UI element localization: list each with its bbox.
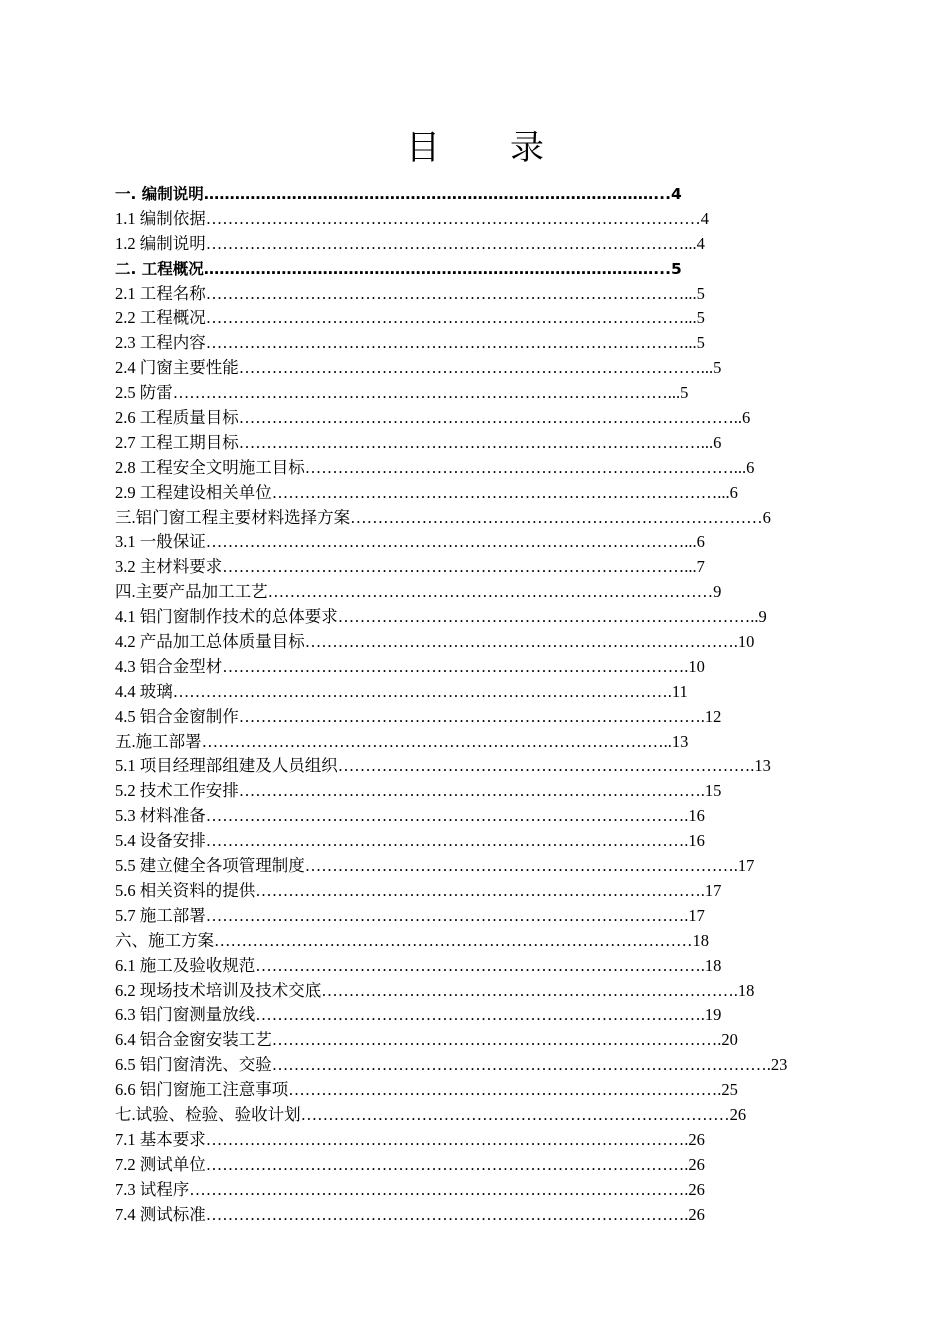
toc-page-number: ..9 xyxy=(750,607,767,627)
toc-dot-leader: …………………………………………………………………………… xyxy=(205,308,685,328)
toc-page-number: .16 xyxy=(684,806,705,826)
toc-page-number: ..13 xyxy=(663,731,689,751)
toc-entry[interactable] xyxy=(115,1078,835,1103)
toc-page-number: .26 xyxy=(684,1179,705,1199)
toc-dot-leader: ……………………………………………………………………… xyxy=(255,955,701,975)
toc-page-number: ...7 xyxy=(684,557,705,577)
toc-dot-leader: ……………………………………………………………………… xyxy=(267,582,714,602)
toc-page-number: .12 xyxy=(700,706,722,726)
toc-page-number: .17 xyxy=(733,856,755,876)
toc-dot-leader: …………………………………………………………………………… xyxy=(205,333,685,353)
toc-page-number: ...6 xyxy=(717,482,738,502)
toc-entry-title: 一. 编制说明 xyxy=(115,185,204,203)
toc-entry[interactable] xyxy=(115,1003,835,1028)
toc-entry-title: 7.1 基本要求 xyxy=(115,1129,206,1149)
toc-dot-leader: ………………………………………………………………………… xyxy=(238,781,701,801)
toc-entry-title: 2.2 工程概况 xyxy=(115,308,206,328)
toc-title-char-2: 录 xyxy=(510,128,544,168)
toc-entry-title: 7.3 试程序 xyxy=(115,1179,190,1199)
toc-dot-leader: …………………………………………………………………… xyxy=(288,1080,718,1100)
toc-entry-title: 4.4 玻璃 xyxy=(115,681,173,701)
toc-entry-title: 5.2 技术工作安排 xyxy=(115,781,239,801)
toc-page-number: ……4 xyxy=(667,208,709,228)
toc-page-number: ….23 xyxy=(750,1055,788,1075)
toc-entry-title: 四.主要产品加工工艺 xyxy=(115,582,268,602)
toc-dot-leader: …………………………………………………………………… xyxy=(304,457,734,477)
toc-page-number: 9 xyxy=(713,582,722,602)
toc-page-number: .26 xyxy=(684,1204,705,1224)
toc-entry[interactable] xyxy=(115,331,835,356)
toc-entry[interactable] xyxy=(115,530,835,555)
toc-entry[interactable] xyxy=(115,257,835,282)
toc-entry-title: 5.5 建立健全各项管理制度 xyxy=(115,856,305,876)
toc-entry-title: 4.5 铝合金窗制作 xyxy=(115,706,239,726)
toc-entry-title: 5.4 设备安排 xyxy=(115,831,206,851)
toc-title-char-1: 目 xyxy=(406,128,440,168)
toc-page-number: 26 xyxy=(729,1104,747,1124)
toc-entry[interactable] xyxy=(115,1203,835,1228)
toc-entry[interactable] xyxy=(115,804,835,829)
toc-dot-leader: ………………………………………………………………… xyxy=(350,507,763,527)
toc-entry-title: 6.2 现场技术培训及技术交底 xyxy=(115,980,322,1000)
toc-page-number: .10 xyxy=(733,632,755,652)
toc-title xyxy=(0,122,950,174)
toc-entry-title: 6.4 铝合金窗安装工艺 xyxy=(115,1030,272,1050)
toc-entry-title: 2.8 工程安全文明施工目标 xyxy=(115,457,305,477)
toc-dot-leader: …………………………………………………………………………… xyxy=(205,1154,685,1174)
toc-entry-title: 三.铝门窗工程主要材料选择方案 xyxy=(115,507,351,527)
toc-dot-leader: ………………………………………………………………………… xyxy=(222,557,685,577)
toc-page-number: .20 xyxy=(717,1030,738,1050)
toc-entry-title: 6.1 施工及验收规范 xyxy=(115,955,256,975)
toc-entry[interactable] xyxy=(115,879,835,904)
toc-entry-title: 6.5 铝门窗清洗、交验 xyxy=(115,1055,272,1075)
toc-entry-title: 7.2 测试单位 xyxy=(115,1154,206,1174)
toc-entry[interactable] xyxy=(115,580,835,605)
toc-entry[interactable] xyxy=(115,655,835,680)
toc-dot-leader: ………………………………………………………………………… xyxy=(238,706,701,726)
toc-entry-title: 7.4 测试标准 xyxy=(115,1204,206,1224)
toc-dot-leader: ……………………………………………………………………… xyxy=(255,880,701,900)
toc-entry[interactable] xyxy=(115,456,835,481)
toc-page-number: .25 xyxy=(717,1080,738,1100)
toc-page-number: .17 xyxy=(684,905,705,925)
toc-dot-leader: …………………………………………………………………………… xyxy=(203,259,654,278)
toc-page-number: .17 xyxy=(700,880,722,900)
toc-entry-title: 二. 工程概况 xyxy=(115,259,204,278)
toc-entry[interactable] xyxy=(115,1153,835,1178)
toc-dot-leader: …………………………………………………………………………… xyxy=(205,283,685,303)
toc-entry-title: 2.4 门窗主要性能 xyxy=(115,358,239,378)
toc-dot-leader: …………………………………………………………………… xyxy=(300,1104,730,1124)
toc-entry[interactable] xyxy=(115,1103,835,1128)
toc-dot-leader: ……………………………………………………………………………… xyxy=(172,681,668,701)
toc-entry[interactable] xyxy=(115,182,835,207)
toc-page-number: .26 xyxy=(684,1154,705,1174)
toc-page-number: .13 xyxy=(750,756,771,776)
toc-dot-leader: …………………………………………………………………………… xyxy=(205,1204,685,1224)
toc-page-number: ...5 xyxy=(684,308,705,328)
toc-entry[interactable] xyxy=(115,1178,835,1203)
toc-entry-title: 2.7 工程工期目标 xyxy=(115,432,239,452)
toc-entry[interactable] xyxy=(115,381,835,406)
toc-dot-leader: ………………………………………………………………………… xyxy=(238,358,701,378)
toc-dot-leader: ……………………………………………………………………… xyxy=(271,482,718,502)
toc-page-number: .26 xyxy=(684,1129,705,1149)
toc-page-number: .11 xyxy=(667,681,688,701)
toc-entry[interactable] xyxy=(115,506,835,531)
toc-entry-title: 五.施工部署 xyxy=(115,731,202,751)
toc-page-number: ...6 xyxy=(700,432,722,452)
toc-entry[interactable] xyxy=(115,306,835,331)
toc-dot-leader: …………………………………………………………………………… xyxy=(205,532,685,552)
toc-entry-title: 4.2 产品加工总体质量目标 xyxy=(115,632,305,652)
toc-dot-leader: ………………………………………………………………………… xyxy=(205,208,668,228)
toc-page-number: .16 xyxy=(684,831,705,851)
toc-entry-title: 2.3 工程内容 xyxy=(115,333,206,353)
toc-entry-title: 6.3 铝门窗测量放线 xyxy=(115,1005,256,1025)
toc-page-number: ……………..6 xyxy=(651,408,751,428)
toc-entry[interactable] xyxy=(115,555,835,580)
toc-page-number: .18 xyxy=(700,955,722,975)
toc-page-number: 6 xyxy=(762,507,771,527)
toc-entry[interactable] xyxy=(115,1028,835,1053)
toc-dot-leader: ………………………………………………………………………… xyxy=(238,432,701,452)
toc-dot-leader: …………………………………………………………………………… xyxy=(205,1129,685,1149)
toc-entry[interactable] xyxy=(115,207,835,232)
toc-entry[interactable] xyxy=(115,929,835,954)
toc-dot-leader: ……………………………………………………………………… xyxy=(255,1005,701,1025)
toc-dot-leader: …………………………………………………………………………… xyxy=(205,233,685,253)
toc-page-number: ...4 xyxy=(653,185,682,203)
toc-page-number: ...5 xyxy=(653,259,682,278)
toc-entry-title: 六、施工方案 xyxy=(115,930,214,950)
toc-entry-title: 3.2 主材料要求 xyxy=(115,557,223,577)
toc-entry[interactable] xyxy=(115,1053,835,1078)
toc-entry[interactable] xyxy=(115,481,835,506)
toc-page-number: ...5 xyxy=(684,283,705,303)
toc-entry[interactable] xyxy=(115,1128,835,1153)
toc-dot-leader: …………………………………………………………………………… xyxy=(271,1055,751,1075)
toc-dot-leader: ………………………………………………………………… xyxy=(337,756,751,776)
toc-entry-title: 1.2 编制说明 xyxy=(115,233,206,253)
toc-dot-leader: …………………………………………………………………………… xyxy=(214,930,693,950)
toc-entry[interactable] xyxy=(115,854,835,879)
toc-page-number: ...5 xyxy=(667,383,689,403)
toc-dot-leader: ……………………………………………………………………… xyxy=(271,1030,718,1050)
toc-entry-title: 4.1 铝门窗制作技术的总体要求 xyxy=(115,607,338,627)
toc-entry-title: 5.6 相关资料的提供 xyxy=(115,880,256,900)
toc-page-number: ...6 xyxy=(733,457,755,477)
toc-page-number: ...5 xyxy=(684,333,705,353)
toc-entry[interactable] xyxy=(115,630,835,655)
toc-entry[interactable] xyxy=(115,954,835,979)
toc-dot-leader: ………………………………………………………………… xyxy=(238,408,652,428)
toc-dot-leader: ………………………………………………………………… xyxy=(321,980,734,1000)
toc-entry[interactable] xyxy=(115,705,835,730)
toc-dot-leader: …………………………………………………………………… xyxy=(304,856,734,876)
toc-page-number: ...6 xyxy=(684,532,705,552)
toc-dot-leader: …………………………………………………………………………… xyxy=(205,806,685,826)
toc-page-number: ...5 xyxy=(700,358,722,378)
toc-entry-title: 七.试验、检验、验收计划 xyxy=(115,1104,301,1124)
toc-dot-leader: …………………………………………………………………………… xyxy=(203,185,654,203)
toc-entry-title: 5.7 施工部署 xyxy=(115,905,206,925)
toc-entry[interactable] xyxy=(115,680,835,705)
toc-dot-leader: …………………………………………………………………………… xyxy=(205,905,685,925)
toc-entry[interactable] xyxy=(115,406,835,431)
toc-entry[interactable] xyxy=(115,356,835,381)
toc-entry[interactable] xyxy=(115,232,835,257)
toc-entry-title: 2.9 工程建设相关单位 xyxy=(115,482,272,502)
toc-entry[interactable] xyxy=(115,431,835,456)
toc-entry-title: 5.1 项目经理部组建及人员组织 xyxy=(115,756,338,776)
toc-dot-leader: ………………………………………………………………………… xyxy=(201,731,664,751)
toc-entry-title: 4.3 铝合金型材 xyxy=(115,656,223,676)
toc-entry[interactable] xyxy=(115,754,835,779)
toc-page-number: .10 xyxy=(684,656,705,676)
toc-entry-title: 3.1 一般保证 xyxy=(115,532,206,552)
toc-entry-title: 5.3 材料准备 xyxy=(115,806,206,826)
toc-entry-title: 1.1 编制依据 xyxy=(115,208,206,228)
toc-entry[interactable] xyxy=(115,829,835,854)
toc-page-number: .18 xyxy=(733,980,755,1000)
toc-entry[interactable] xyxy=(115,979,835,1004)
toc-dot-leader: …………………………………………………………………… xyxy=(304,632,734,652)
toc-entry[interactable] xyxy=(115,282,835,307)
toc-page-number: 18 xyxy=(692,930,709,950)
toc-page-number: .15 xyxy=(700,781,722,801)
toc-page-number: ...4 xyxy=(684,233,705,253)
toc-entry-title: 2.6 工程质量目标 xyxy=(115,408,239,428)
toc-entry-title: 6.6 铝门窗施工注意事项 xyxy=(115,1080,289,1100)
toc-entry[interactable] xyxy=(115,779,835,804)
toc-entry[interactable] xyxy=(115,730,835,755)
toc-dot-leader: …………………………………………………………………………… xyxy=(205,831,685,851)
toc-entry[interactable] xyxy=(115,605,835,630)
toc-dot-leader: ……………………………………………………………………………… xyxy=(172,383,668,403)
toc-entry-title: 2.1 工程名称 xyxy=(115,283,206,303)
toc-page-number: .19 xyxy=(700,1005,722,1025)
toc-dot-leader: ………………………………………………………………………… xyxy=(222,656,685,676)
toc-dot-leader: ……………………………………………………………………………… xyxy=(189,1179,685,1199)
toc-list xyxy=(115,182,835,1227)
toc-dot-leader: ………………………………………………………………… xyxy=(337,607,751,627)
toc-entry[interactable] xyxy=(115,904,835,929)
toc-entry-title: 2.5 防雷 xyxy=(115,383,173,403)
